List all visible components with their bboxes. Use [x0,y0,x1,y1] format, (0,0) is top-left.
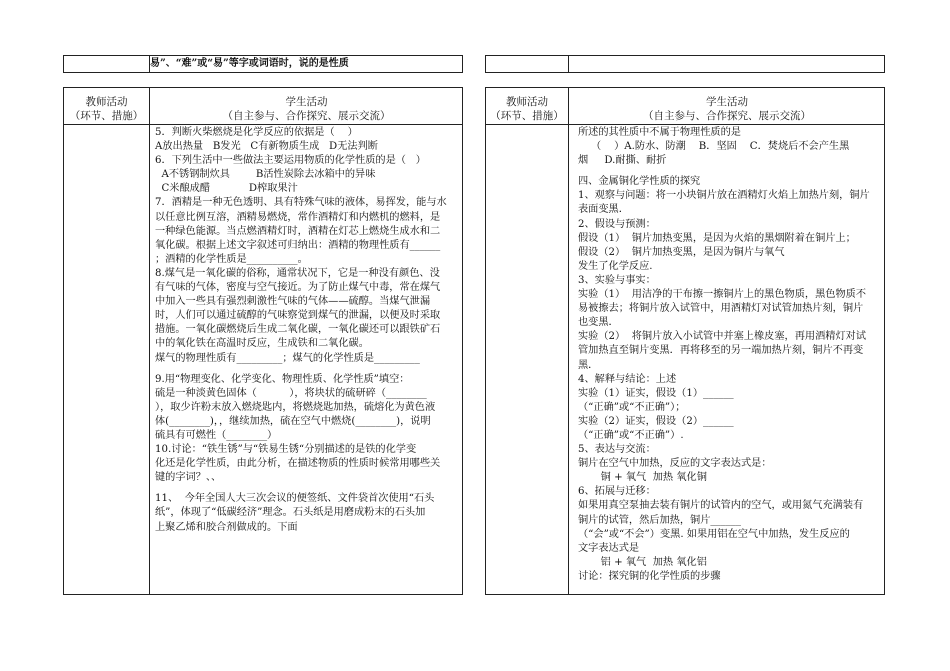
question-line: 11、 今年全国人大三次会议的便签纸、文件袋首次使用“石头 [155,493,435,505]
question-line: 2、假设与预测： [578,218,656,230]
question-line: 7．酒精是一种无色透明、具有特殊气味的液体，易挥发，能与水 [155,197,447,209]
right-student-header-title: 学生活动 [706,96,748,108]
question-line: 中的氧化铁在高温时反应，生成铁和二氧化碳。 [155,338,369,350]
left-student-content [155,126,460,535]
question-line: 一种绿色能源。当点燃酒精灯时，酒精在灯芯上燃烧生成水和二 [155,225,441,237]
question-line: 9.用“物理变化、化学变化、物理性质、化学性质”填空： [155,373,410,385]
question-line: 5．判断火柴燃烧是化学反应的依据是（ ） [155,127,358,138]
question-line: 上聚乙烯和胶合剂做成的。下面 [155,521,298,533]
question-line: 也变黑． [578,317,619,329]
question-line: 四、金属铜化学性质的探究 [578,176,701,188]
question-line: 管加热直至铜片变黑．再将移至的另一端加热片刻，铜片不再变 [578,345,864,357]
question-line: 3、实验与事实： [578,274,656,286]
spacer [155,366,460,373]
question-line: 8.煤气是一氧化碳的俗称，通常状况下，它是一种没有颜色、没 [155,267,440,279]
question-line: A不锈钢制炊具 B活性炭除去冰箱中的异味 [155,169,376,181]
question-line: 化还是化学性质，由此分析，在描述物质的性质时候常用哪些关 [155,458,441,470]
question-line: 1、观察与问题：将一小块铜片放在酒精灯火焰上加热片刻，铜片 [578,190,870,202]
right-student-header-sub: （自主参与、合作探究、展示交流） [643,110,811,122]
question-line: （“正确”或“不正确”）. [578,429,684,441]
right-table-header-divider [485,124,885,125]
question-line: 6．下列生活中一些做法主要运用物质的化学性质的是（ ） [155,155,426,167]
left-teacher-header-title: 教师活动 [85,96,128,108]
question-line: 如果用真空泵抽去装有铜片的试管内的空气，或用氮气充满装有 [578,500,864,512]
question-line: 中加入一些具有强烈刺激性气味的气体——硫醇。当煤气泄漏 [155,296,431,308]
question-line: 5、表达与交流： [578,444,656,456]
question-line: ；酒精的化学性质是__________。 [155,253,308,265]
left-teacher-header-sub: （环节、措施） [69,110,144,122]
question-line: （“正确”或“不正确”）； [578,401,686,413]
question-line: 易被擦去；将铜片放入试管中，用酒精灯对试管加热片刻，铜片 [578,303,864,315]
right-banner-row [485,55,885,73]
question-line: 黑． [578,359,599,371]
question-line: 硫是一种淡黄色固体（ ），将块状的硫研碎（________ [155,387,427,399]
question-line: 以任意比例互溶，酒精易燃烧，常作酒精灯和内燃机的燃料，是 [155,211,441,223]
question-line: ），取少许粉末放入燃烧匙内，将燃烧匙加热，硫熔化为黄色液 [155,401,436,413]
question-line: 实验（1） 用洁净的干布擦一擦铜片上的黑色物质，黑色物质不 [578,289,867,301]
question-line: （“会”或“不会”）变黑. 如果用铝在空气中加热，发生反应的 [578,528,850,540]
question-line: 有气味的气体，密度与空气接近。为了防止煤气中毒，常在煤气 [155,282,441,294]
question-line: 假设（2） 铜片加热变黑，是因为铜片与氧气 [578,246,785,258]
right-table-column-divider [568,87,569,595]
question-line: （ ）A.防水、防潮 B．坚固 C．焚烧后不会产生黑 [578,141,850,153]
question-line: C米酿成醋 D榨取果汁 [155,183,298,195]
left-teacher-header [64,95,149,123]
left-table-column-divider [149,87,150,595]
right-teacher-header-sub: （环节、措施） [490,110,564,122]
question-line: 6、拓展与迁移： [578,486,656,498]
equation-line: 铝 + 氧气 加热 氧化铝 [578,556,707,568]
left-student-header [150,95,463,123]
question-line: 煤气的物理性质有_________；煤气的化学性质是_________ [155,352,420,364]
question-line: 实验（2）证实，假设（2）______ [578,415,734,427]
question-line: A放出热量 B发光 C有新物质生成 D无法判断 [155,141,378,153]
question-line: 键的字词？、、 [155,472,222,484]
left-student-header-title: 学生活动 [285,96,328,108]
question-line: 讨论：探究铜的化学性质的步骤 [578,570,721,582]
question-line: 4、解释与结论：上述 [578,373,677,385]
question-line: 时，人们可以通过硫醇的气味察觉到煤气的泄漏，以便及时采取 [155,310,441,322]
right-banner-divider [568,55,569,73]
question-line: 纸”，体现了“低碳经济”理念。石头纸是用磨成粉末的石头加 [155,507,426,519]
question-line: 10.讨论：“铁生锈”与“铁易生锈“分别描述的是铁的化学变 [155,444,417,456]
right-teacher-header-title: 教师活动 [506,96,548,108]
question-line: 铜片的试管，然后加热，铜片______ [578,514,741,526]
spacer [578,168,883,175]
question-line: 表面变黑． [578,204,629,216]
question-line: 氧化碳。根据上述文字叙述可归纳出：酒精的物理性质有______ [155,239,441,251]
question-line: 硫具有可燃性（________） [155,429,278,441]
spacer [155,485,460,492]
left-table-header-divider [63,124,463,125]
question-line: 发生了化学反应. [578,260,653,272]
question-line: 烟 D.耐撕、耐折 [578,155,667,167]
right-student-header [569,95,885,123]
left-banner-text: 易”、“难”或“易”等字或词语时，说的是性质 [150,58,349,69]
question-line: 措施。一氧化碳燃烧后生成二氧化碳，一氧化碳还可以跟铁矿石 [155,324,441,336]
question-line: 实验（1）证实，假设（1）______ [578,387,734,399]
right-teacher-header [486,95,568,123]
question-line: 实验（2） 将铜片放入小试管中并塞上橡皮塞，再用酒精灯对试 [578,331,867,343]
left-student-header-sub: （自主参与、合作探究、展示交流） [222,110,391,122]
question-line: 铜片在空气中加热，反应的文字表达式是： [578,458,772,470]
question-line: 体(________)，，继续加热，硫在空气中燃烧(________)，说明 [155,415,431,427]
question-line: 所述的其性质中不属于物理性质的是 [578,127,741,138]
question-line: 文字表达式是 [578,542,640,554]
right-student-content [578,126,883,584]
equation-line: 铜 + 氧气 加热 氧化铜 [578,472,707,484]
question-line: 假设（1） 铜片加热变黑，是因为火焰的黑烟附着在铜片上； [578,232,856,244]
